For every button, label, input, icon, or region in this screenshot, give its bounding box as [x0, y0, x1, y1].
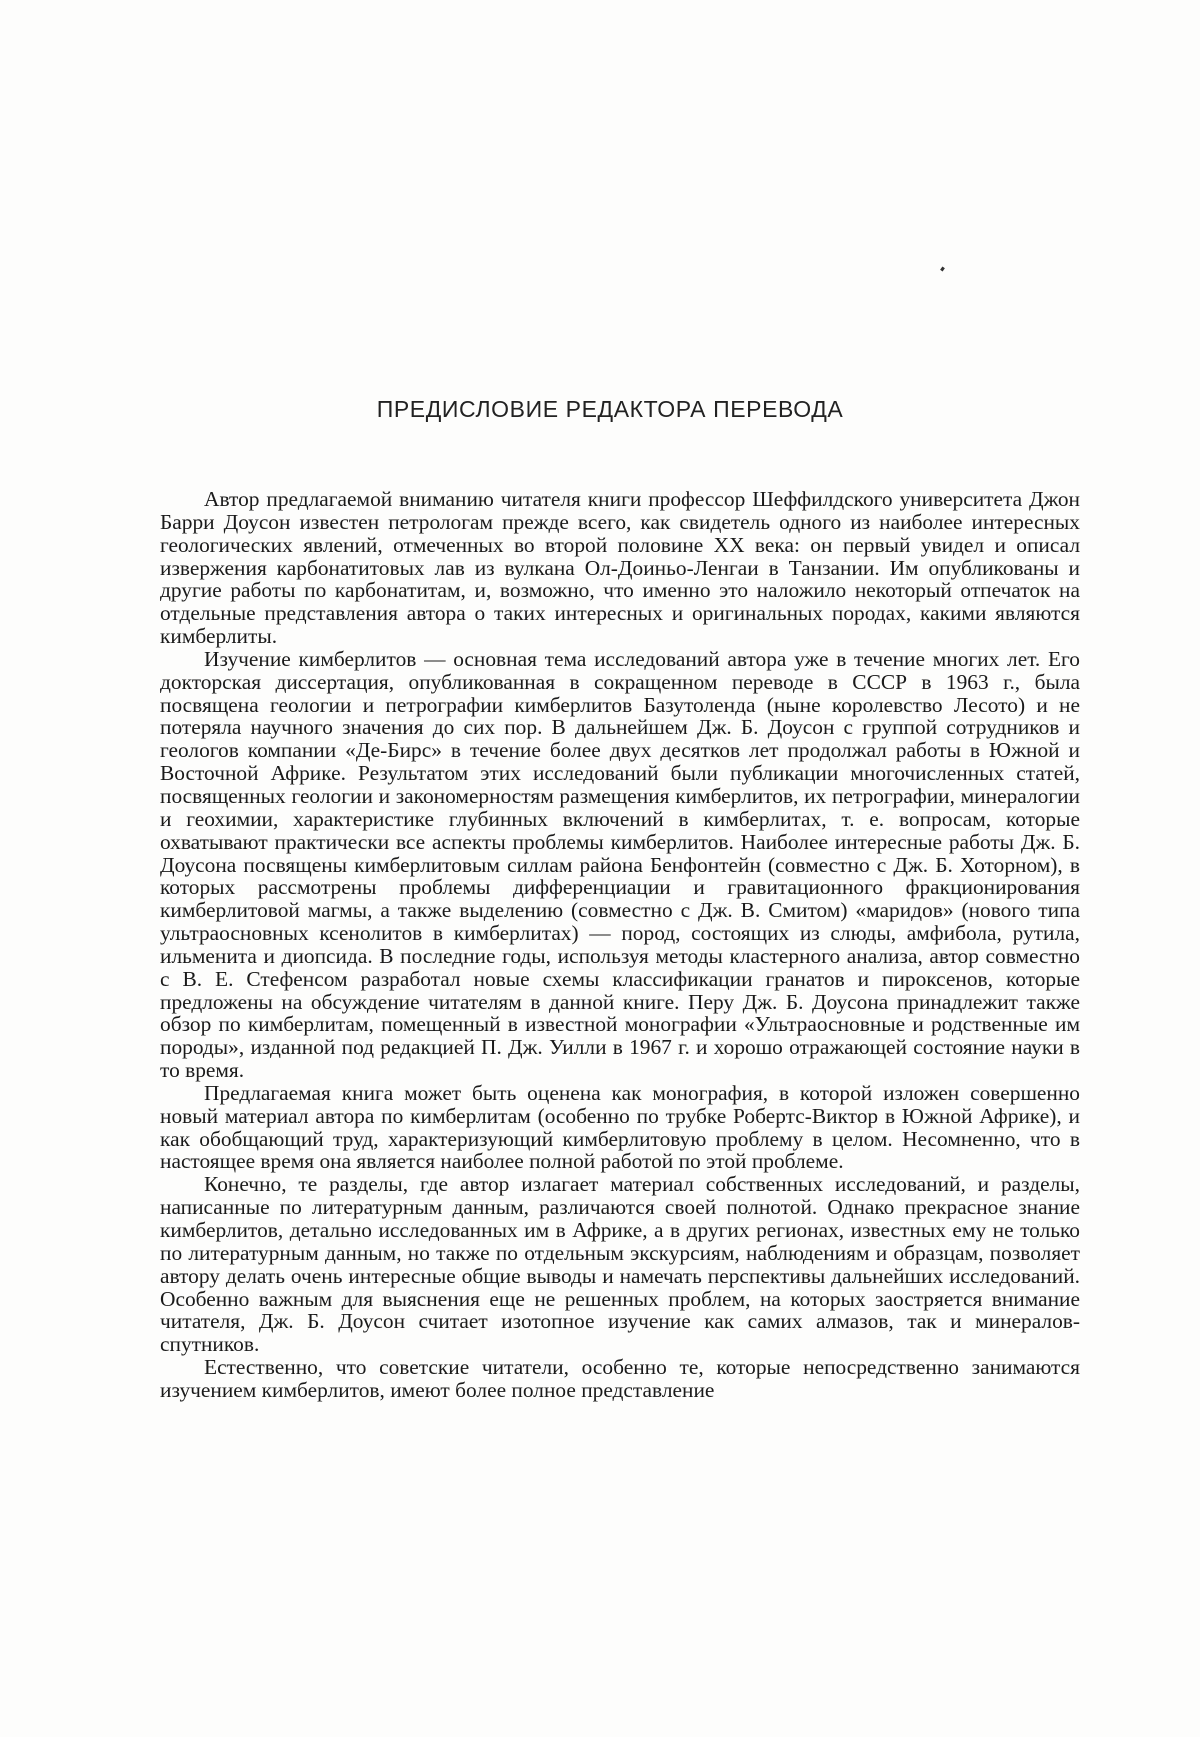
paragraph-4: Конечно, те разделы, где автор излагает материал собственных исследований, и разделы, написанные по литературным данным, различаются своей полнотой. Однако прекрасное знание кимберлитов, детально исследованных им в Африке, а в других регионах, известных ему не только по литературным данным, но также по отдельным экскурсиям, наблюдениям и образцам, позволяет автору делать очень интересные общие выводы и намечать перспективы дальнейших исследований. Особенно важным для выяснения еще не решенных проблем, на которых заостряется внимание читателя, Дж. Б. Доусон считает изотопное изучение как самих алмазов, так и минералов-спутников.	[160, 1172, 1080, 1357]
paragraph-3: Предлагаемая книга может быть оценена как монография, в которой изложен совершенно новый материал автора по кимберлитам (особенно по трубке Робертс-Виктор в Южной Африке), и как обобщающий труд, характеризующий кимберлитовую проблему в целом. Несомненно, что в настоящее время она является наиболее полной работой по этой проблеме.	[160, 1080, 1080, 1174]
page-title: ПРЕДИСЛОВИЕ РЕДАКТОРА ПЕРЕВОДА	[376, 396, 844, 422]
scan-speck	[940, 267, 945, 272]
paragraph-1: Автор предлагаемой вниманию читателя книги профессор Шеффилдского университета Джон Барри Доусон известен петрологам прежде всего, как свидетель одного из наиболее интересных геологических явлений, отмеченных во второй половине XX века: он первый увидел и описал извержения карбонатитовых лав из вулкана Ол-Доиньо-Ленгаи в Танзании. Им опубликованы и другие работы по карбонатитам, и, возможно, что именно это наложило некоторый отпечаток на отдельные представления автора о таких интересных и оригинальных породах, какими являются кимберлиты.	[160, 487, 1080, 649]
paragraph-5: Естественно, что советские читатели, особенно те, которые непосредственно занимаются изучением кимберлитов, имеют более полное представление	[160, 1355, 1080, 1402]
paragraph-2: Изучение кимберлитов — основная тема исследований автора уже в течение многих лет. Его докторская диссертация, опубликованная в сокращенном переводе в СССР в 1963 г., была посвящена геологии и петрографии кимберлитов Базутоленда (ныне королевство Лесото) и не потеряла научного значения до сих пор. В дальнейшем Дж. Б. Доусон с группой сотрудников и геологов компании «Де-Бирс» в течение более двух десятков лет продолжал работы в Южной и Восточной Африке. Результатом этих исследований были публикации многочисленных статей, посвященных геологии и закономерностям размещения кимберлитов, их петрографии, минералогии и геохимии, характеристике глубинных включений в кимберлитах, т. е. вопросам, которые охватывают практически все аспекты проблемы кимберлитов. Наиболее интересные работы Дж. Б. Доусона посвящены кимберлитовым силлам района Бенфонтейн (совместно с Дж. Б. Хоторном), в которых рассмотрены проблемы дифференциации и гравитационного фракционирования кимберлитовой магмы, а также выделению (совместно с Дж. В. Смитом) «маридов» (нового типа ультраосновных ксенолитов в кимберлитах) — пород, состоящих из слюды, амфибола, рутила, ильменита и диопсида. В последние годы, используя методы кластерного анализа, автор совместно с В. Е. Стефенсом разработал новые схемы классификации гранатов и пироксенов, которые предложены на обсуждение читателям в данной книге. Перу Дж. Б. Доусона принадлежит также обзор по кимберлитам, помещенный в известной монографии «Ультраосновные и родственные им породы», изданной под редакцией П. Дж. Уилли в 1967 г. и хорошо отражающей состояние науки в то время.	[160, 646, 1080, 1083]
document-body	[160, 488, 1080, 1402]
